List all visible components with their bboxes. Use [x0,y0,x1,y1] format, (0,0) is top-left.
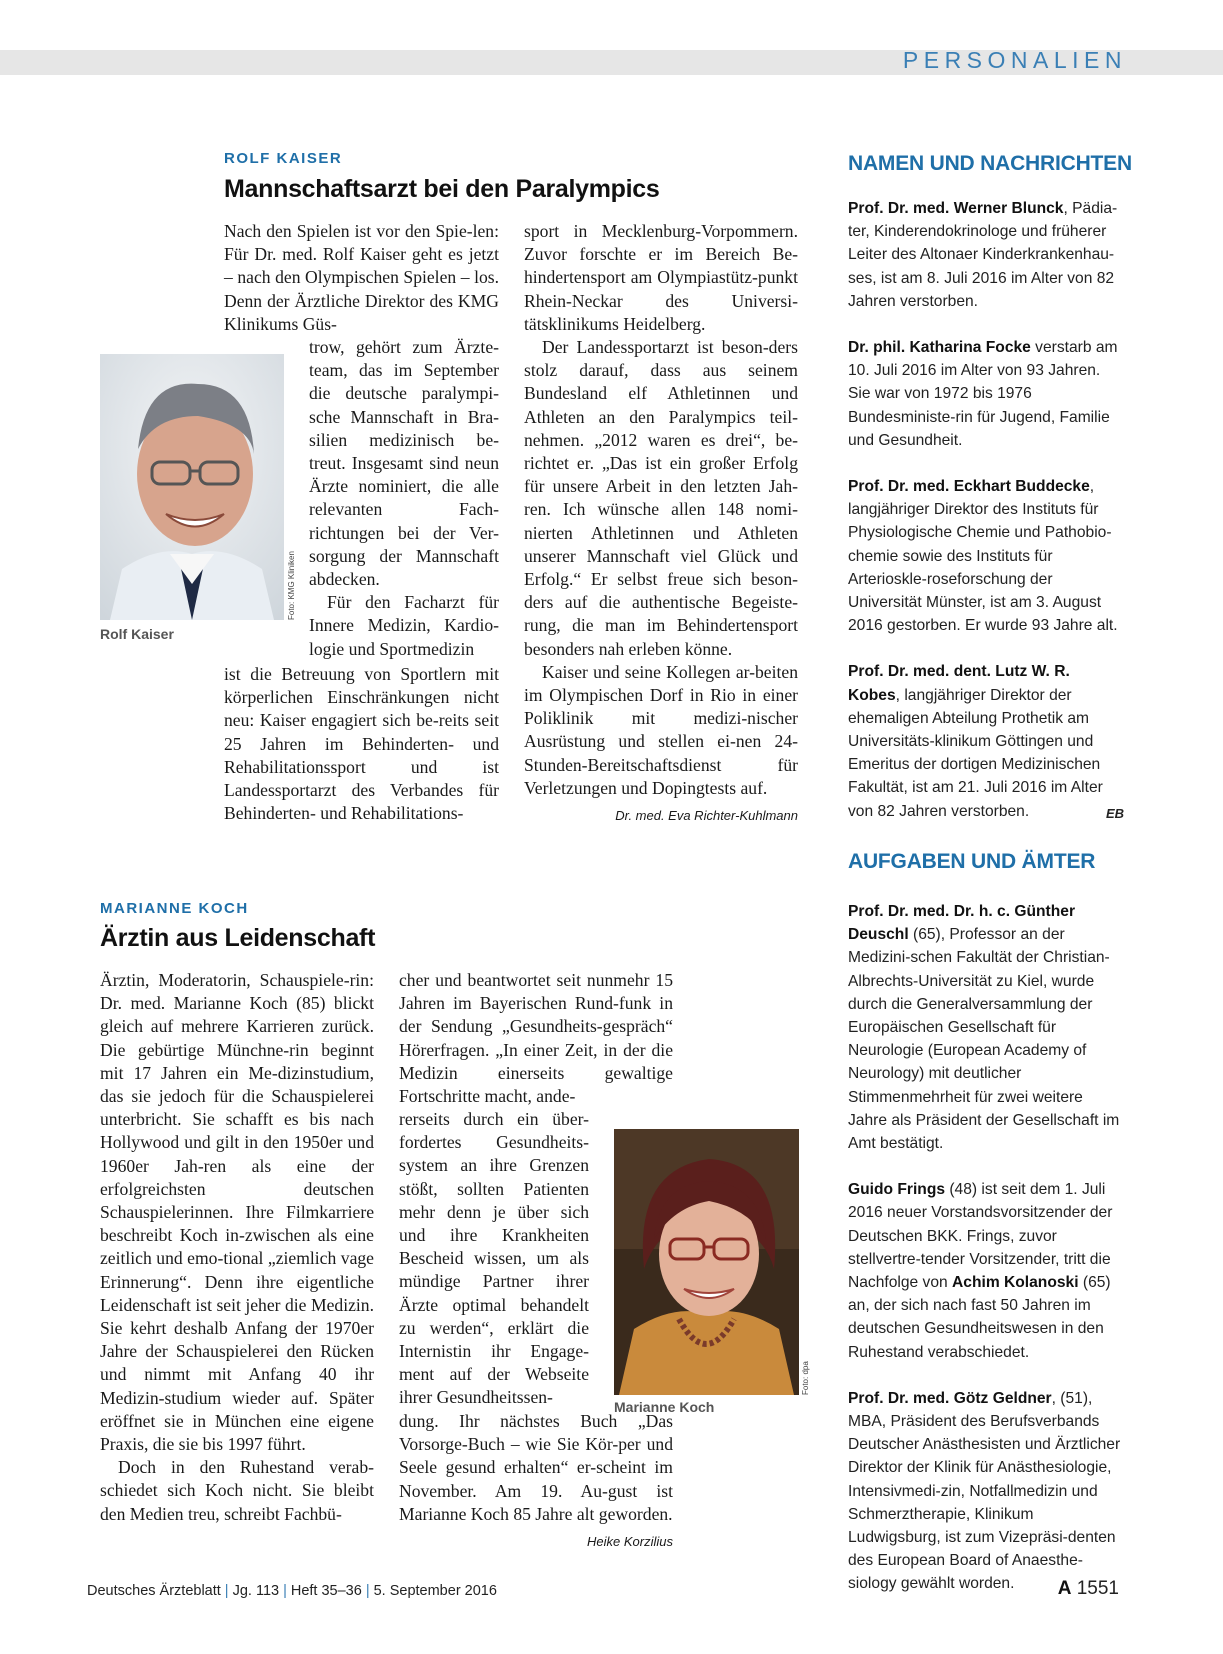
article1-col2-p3: Kaiser und seine Kollegen ar-beiten im Olympischen Dorf in Rio in einer Poliklinik mit medizi-nischer Ausrüstung und stellen ei-nen 24-Stunden-Bereitschaftsdienst für Verletzungen und Dopingtests auf. [524,661,798,798]
rolf-kaiser-photo [100,354,284,620]
article2-byline: Heike Korzilius [587,1534,673,1550]
list-item [848,1387,1124,1596]
article2-col2-top-text: cher und beantwortet seit nunmehr 15 Jahren im Bayerischen Rund-funk in der Sendung „Gesundheits-gespräch“ Hörerfragen. „In einer Zeit, in der die Medizin einerseits gewaltige Fortschritte macht, ande- [399,970,673,1107]
author-signature: EB [1105,805,1124,821]
journal-name: Deutsches Ärzteblatt [87,1583,221,1599]
list-item [848,336,1124,452]
article1-byline: Dr. med. Eva Richter-Kuhlmann [615,808,798,824]
page-number-value: 1551 [1076,1578,1119,1599]
entry-text: verstarb am 10. Juli 2016 im Alter von 93 Jahren. Sie war von 1972 bis 1976 Bundesministe-rin für Jugend, Familie und Gesundheit. [848,339,1118,449]
issue-date: 5. September 2016 [373,1583,497,1599]
sidebar-section-title-namen: NAMEN UND NACHRICHTEN [848,152,1132,175]
article1-col2-p1: sport in Mecklenburg-Vorpommern. Zuvor forschte er im Bereich Be-hindertensport am Olympiastütz-punkt Rhein-Neckar des Universi-tätsklinikums Heidelberg. [524,221,798,334]
journal-issue: Heft 35–36 [290,1583,362,1599]
list-item [848,660,1124,822]
marianne-koch-photo [614,1129,799,1395]
article1-col1-bottom [224,663,499,825]
journal-volume: Jg. 113 [232,1583,280,1599]
footer-citation: Deutsches Ärzteblatt | Jg. 113 | Heft 35–36 | 5. September 2016 [87,1583,497,1599]
article2-col2-bottom-text: dung. Ihr nächstes Buch „Das Vorsorge-Buch – wie Sie Kör-per und Seele gesund erhalten“ er-scheint im November. Am 19. Au-gust ist Marianne Koch 85 Jahre alt geworden. [399,1411,673,1524]
person-name: Prof. Dr. med. dent. Lutz W. R. Kobes [848,663,1070,704]
article1-col1-wrap [309,336,499,661]
page-number [1058,1578,1119,1600]
entry-text: (65) an, der sich nach fast 50 Jahren im deutschen Gesundheitswesen in den Ruhestand verabschiedet. [848,1274,1111,1361]
list-item [848,197,1124,313]
article2-col2-top [399,969,673,1108]
article1-photo-caption: Rolf Kaiser [100,626,174,642]
person-name: Prof. Dr. med. Werner Blunck [848,200,1064,217]
article1-col1-bottom-text: ist die Betreuung von Sportlern mit körperlichen Einschränkungen nicht neu: Kaiser engagiert sich be-reits seit 25 Jahren im Behinderten- und Rehabilitationssport und ist Landessportarzt des Verbandes für Behinderten- und Rehabilitations- [224,664,499,824]
section-rubric: PERSONALIEN [902,47,1127,73]
article2-col1-p2: Doch in den Ruhestand verab-schiedet sich Koch nicht. Sie bleibt den Medien treu, schreibt Fachbü- [100,1457,374,1524]
page-prefix: A [1057,1578,1072,1599]
article1-col2-p2: Der Landessportarzt ist beson-ders stolz darauf, dass aus seinem Bundesland elf Athletinnen und Athleten an den Paralympics teil-nehmen. „2012 waren es drei“, be-richtet er. „Das ist ein großer Erfolg für unsere Arbeit in den letzten Jah-ren. Ich wünsche allen 148 nomi-nierten Athletinnen und Athleten unserer Mannschaft viel Glück und Erfolg.“ Er selbst freue sich beson-ders auf die authentische Begeiste-rung, die man im Behindertensport besonders nah erleben könne. [524,337,798,659]
article1-col1-top [224,220,499,336]
entry-text: , (51), MBA, Präsident des Berufsverbands Deutscher Anästhesisten und Ärztlicher Direktor der Klinik für Anästhesiologie, Intensivmedi-zin, Notfallmedizin und Schmerztherapie, Klinikum Ludwigsburg, ist zum Vizepräsi-denten des European Board of Anaesthe-siology gewählt worden. [848,1389,1121,1593]
entry-text: , langjähriger Direktor der ehemaligen Abteilung Prothetik am Universitäts-klinikum Göttingen und Emeritus der dortigen Medizinischen Fakultät, ist am 21. Juli 2016 im Alter von 82 Jahren verstorben. [848,686,1103,820]
article2-col2-wrap [399,1108,589,1410]
entry-text: , langjähriger Direktor des Instituts für Physiologische Chemie und Pathobio-chemie sowie des Instituts für Arterioskle-roseforschung der Universität Münster, ist am 3. August 2016 gestorben. Er wurde 93 Jahre alt. [848,478,1118,635]
article2-col2-wrap-text: rerseits durch ein über-fordertes Gesundheits-system an ihre Grenzen stößt, sollten Patienten mehr denn je über sich und ihre Krankheiten Bescheid wissen, um als mündige Partner ihrer Ärzte optimal behandelt zu werden“, erklärt die Internistin ihr Engage-ment auf der Webseite ihrer Gesundheitssen- [399,1109,589,1408]
list-item [848,475,1124,637]
article1-kicker: ROLF KAISER [224,150,343,167]
article2-col1 [100,969,374,1526]
person-name: Prof. Dr. med. Dr. h. c. Günther Deuschl [848,903,1076,944]
article1-headline: Mannschaftsarzt bei den Paralympics [224,175,660,203]
person-name: Guido Frings [848,1181,946,1199]
article1-photo-credit: Foto: KMG Kliniken [287,551,296,620]
person-name: Achim Kolanoski [952,1274,1079,1292]
sidebar-section-title-aufgaben: AUFGABEN UND ÄMTER [848,850,1096,873]
list-item [848,1178,1124,1364]
article2-col1-p1: Ärztin, Moderatorin, Schauspiele-rin: Dr. med. Marianne Koch (85) blickt gleich auf mehrere Karrieren zurück. Die gebürtige Münchne-rin beginnt mit 17 Jahren ein Me-dizinstudium, das sie jedoch für die Schauspielerei unterbricht. Sie schafft es bis nach Hollywood und gilt in den 1950er und 1960er Jah-ren als eine der erfolgreichsten deutschen Schauspielerinnen. Ihre Filmkarriere beschreibt Koch in-zwischen als eine zeitlich und emo-tional „ziemlich vage Erinnerung“. Denn ihre eigentliche Leidenschaft ist seit jeher die Medizin. Sie kehrt deshalb Anfang der 1970er Jahre der Schauspielerei den Rücken und nimmt mit Anfang 40 ihr Medizin-studium wieder auf. Später eröffnet sie in München eine eigene Praxis, die sie bis 1997 führt. [100,970,374,1455]
article2-col2-bottom [399,1410,673,1553]
article2-photo-credit: Foto: dpa [801,1361,810,1395]
article1-col2 [524,220,798,827]
entry-text: , Pädia-ter, Kinderendokrinologe und früherer Leiter des Altonaer Kinderkrankenhau-ses, ist am 8. Juli 2016 im Alter von 82 Jahren verstorben. [848,200,1118,310]
person-name: Prof. Dr. med. Götz Geldner [848,1389,1052,1407]
entry-text: (48) ist seit dem 1. Juli 2016 neuer Vorstandsvorsitzender der Deutschen BKK. Frings, zuvor stellvertre-tender Vorsitzender, tritt die Nachfolge von [848,1181,1113,1292]
article2-photo-caption: Marianne Koch [614,1399,715,1415]
article2-kicker: MARIANNE KOCH [100,900,249,917]
article1-col1-top-text: Nach den Spielen ist vor den Spie-len: Für Dr. med. Rolf Kaiser geht es jetzt – nach den Olympischen Spielen – los. Denn der Ärztliche Direktor des KMG Klinikums Güs- [224,221,499,334]
article1-col1-wrap-text: trow, gehört zum Ärzte-team, das im September die deutsche paralympi-sche Mannschaft in Bra-silien medizinisch be-treut. Insgesamt sind neun Ärzte nominiert, die alle relevanten Fach-richtungen bei der Ver-sorgung der Mannschaft abdecken. [309,337,499,590]
sidebar-section-aufgaben [848,900,1124,1619]
list-item [848,900,1124,1155]
person-name: Dr. phil. Katharina Focke [848,339,1031,357]
entry-text: (65), Professor an der Medizini-schen Fakultät der Christian-Albrechts-Universität zu Kiel, wurde durch die Generalversammlung der Europäischen Gesellschaft für Neurologie (European Academy of Neurology) mit deutlicher Stimmenmehrheit für zwei weitere Jahre als Präsident der Gesellschaft im Amt bestätigt. [848,926,1120,1153]
person-name: Prof. Dr. med. Eckhart Buddecke [848,478,1090,496]
sidebar-section-namen [848,197,1124,846]
article1-col1-wrap-text-2: Für den Facharzt für Innere Medizin, Kardio-logie und Sportmedizin [309,592,499,659]
article2-headline: Ärztin aus Leidenschaft [100,924,376,952]
